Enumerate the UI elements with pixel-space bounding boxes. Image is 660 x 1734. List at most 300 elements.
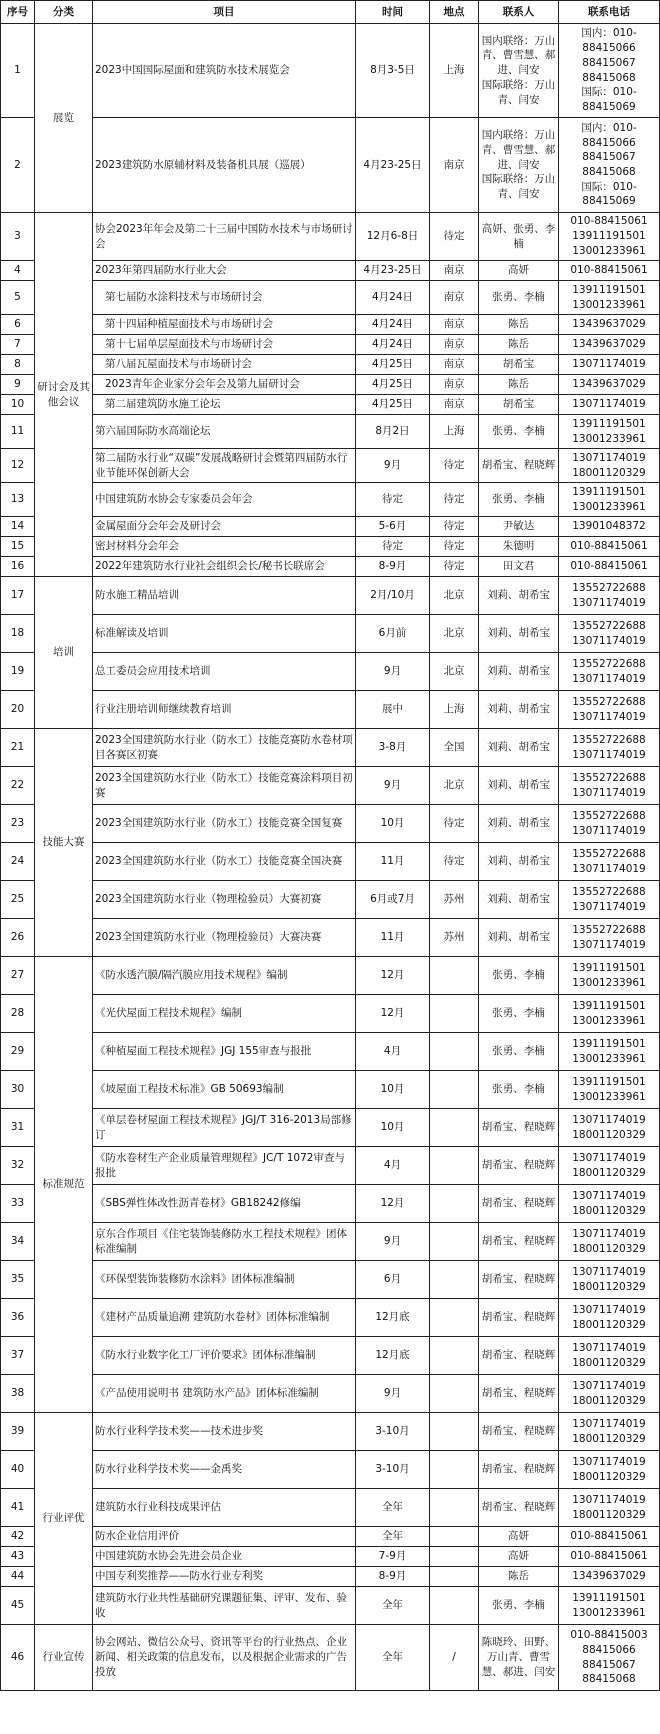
table-row bbox=[1, 1261, 660, 1299]
project-cell: 中国专利奖推荐——防水行业专利奖 bbox=[93, 1567, 356, 1587]
place-cell: 待定 bbox=[430, 805, 479, 843]
phone-cell: 13071174019 18001120329 bbox=[559, 1223, 660, 1261]
seq-cell: 41 bbox=[1, 1489, 35, 1527]
place-cell bbox=[430, 1527, 479, 1547]
project-cell: 2023中国国际屋面和建筑防水技术展览会 bbox=[93, 24, 356, 118]
phone-cell: 13911191501 13001233961 bbox=[559, 995, 660, 1033]
seq-cell: 18 bbox=[1, 615, 35, 653]
phone-cell: 13071174019 18001120329 bbox=[559, 1261, 660, 1299]
header-phone: 联系电话 bbox=[559, 1, 660, 24]
contact-cell: 张勇、李楠 bbox=[479, 1587, 559, 1625]
place-cell: 待定 bbox=[430, 213, 479, 261]
seq-cell: 35 bbox=[1, 1261, 35, 1299]
seq-cell: 11 bbox=[1, 415, 35, 449]
header-row bbox=[1, 1, 660, 24]
table-row bbox=[1, 1147, 660, 1185]
table-row bbox=[1, 1223, 660, 1261]
phone-cell: 13552722688 13071174019 bbox=[559, 767, 660, 805]
place-cell: 南京 bbox=[430, 375, 479, 395]
phone-cell: 13439637029 bbox=[559, 315, 660, 335]
project-cell: 2022年建筑防水行业社会组织会长/秘书长联席会 bbox=[93, 557, 356, 577]
phone-cell: 13911191501 13001233961 bbox=[559, 483, 660, 517]
seq-cell: 45 bbox=[1, 1587, 35, 1625]
time-cell: 6月 bbox=[356, 1261, 430, 1299]
header-contact: 联系人 bbox=[479, 1, 559, 24]
seq-cell: 34 bbox=[1, 1223, 35, 1261]
seq-cell: 36 bbox=[1, 1299, 35, 1337]
place-cell: 待定 bbox=[430, 517, 479, 537]
contact-cell: 高妍、张勇、李楠 bbox=[479, 213, 559, 261]
time-cell: 4月25日 bbox=[356, 375, 430, 395]
contact-cell: 刘莉、胡希宝 bbox=[479, 919, 559, 957]
phone-cell: 13552722688 13071174019 bbox=[559, 919, 660, 957]
place-cell: 北京 bbox=[430, 577, 479, 615]
contact-cell: 胡希宝、程晓辉 bbox=[479, 1147, 559, 1185]
table-row bbox=[1, 118, 660, 213]
table-row bbox=[1, 1413, 660, 1451]
time-cell: 9月 bbox=[356, 449, 430, 483]
seq-cell: 25 bbox=[1, 881, 35, 919]
seq-cell: 38 bbox=[1, 1375, 35, 1413]
seq-cell: 21 bbox=[1, 729, 35, 767]
time-cell: 展中 bbox=[356, 691, 430, 729]
project-cell: 建筑防水行业科技成果评估 bbox=[93, 1489, 356, 1527]
contact-cell: 胡希宝 bbox=[479, 355, 559, 375]
contact-cell: 胡希宝、程晓辉 bbox=[479, 1261, 559, 1299]
phone-cell: 13911191501 13001233961 bbox=[559, 281, 660, 315]
time-cell: 9月 bbox=[356, 653, 430, 691]
time-cell: 待定 bbox=[356, 537, 430, 557]
project-cell: 防水行业科学技术奖——金禹奖 bbox=[93, 1451, 356, 1489]
table-row bbox=[1, 691, 660, 729]
place-cell bbox=[430, 1071, 479, 1109]
phone-cell: 13901048372 bbox=[559, 517, 660, 537]
seq-cell: 12 bbox=[1, 449, 35, 483]
contact-cell: 胡希宝、程晓辉 bbox=[479, 1185, 559, 1223]
place-cell bbox=[430, 1337, 479, 1375]
table-row bbox=[1, 281, 660, 315]
phone-cell: 13911191501 13001233961 bbox=[559, 1071, 660, 1109]
contact-cell: 陈晓玲、田野、万山青、曹雪慧、郝进、闫安 bbox=[479, 1625, 559, 1691]
project-cell: 第十七届单层屋面技术与市场研讨会 bbox=[93, 335, 356, 355]
phone-cell: 13071174019 18001120329 bbox=[559, 1451, 660, 1489]
contact-cell: 胡希宝、程晓辉 bbox=[479, 1375, 559, 1413]
table-row bbox=[1, 1185, 660, 1223]
table-row bbox=[1, 1451, 660, 1489]
time-cell: 4月25日 bbox=[356, 395, 430, 415]
seq-cell: 20 bbox=[1, 691, 35, 729]
phone-cell: 010-88415003 88415066 88415067 88415068 bbox=[559, 1625, 660, 1691]
time-cell: 8月3-5日 bbox=[356, 24, 430, 118]
time-cell: 4月24日 bbox=[356, 315, 430, 335]
contact-cell: 张勇、李楠 bbox=[479, 957, 559, 995]
project-cell: 2023年第四届防水行业大会 bbox=[93, 261, 356, 281]
category-cell: 行业评优 bbox=[35, 1413, 93, 1625]
place-cell bbox=[430, 1109, 479, 1147]
contact-cell: 刘莉、胡希宝 bbox=[479, 691, 559, 729]
phone-cell: 13552722688 13071174019 bbox=[559, 577, 660, 615]
header-place: 地点 bbox=[430, 1, 479, 24]
phone-cell: 13911191501 13001233961 bbox=[559, 1033, 660, 1071]
project-cell: 行业注册培训师继续教育培训 bbox=[93, 691, 356, 729]
contact-cell: 朱德明 bbox=[479, 537, 559, 557]
table-row bbox=[1, 1337, 660, 1375]
table-row bbox=[1, 577, 660, 615]
table-row bbox=[1, 919, 660, 957]
seq-cell: 33 bbox=[1, 1185, 35, 1223]
contact-cell: 胡希宝 bbox=[479, 395, 559, 415]
project-cell: 密封材料分会年会 bbox=[93, 537, 356, 557]
category-cell: 培训 bbox=[35, 577, 93, 729]
phone-cell: 13439637029 bbox=[559, 375, 660, 395]
time-cell: 6月前 bbox=[356, 615, 430, 653]
project-cell: 防水企业信用评价 bbox=[93, 1527, 356, 1547]
project-cell: 《坡屋面工程技术标准》GB 50693编制 bbox=[93, 1071, 356, 1109]
time-cell: 6月或7月 bbox=[356, 881, 430, 919]
project-cell: 《防水透汽膜/隔汽膜应用技术规程》编制 bbox=[93, 957, 356, 995]
table-row bbox=[1, 995, 660, 1033]
table-row bbox=[1, 1567, 660, 1587]
place-cell bbox=[430, 995, 479, 1033]
time-cell: 12月 bbox=[356, 1185, 430, 1223]
project-cell: 协会网站、微信公众号、资讯等平台的行业热点、企业新闻、相关政策的信息发布，以及根据企业需求的广告投放 bbox=[93, 1625, 356, 1691]
phone-cell: 13071174019 18001120329 bbox=[559, 1147, 660, 1185]
seq-cell: 32 bbox=[1, 1147, 35, 1185]
place-cell bbox=[430, 957, 479, 995]
place-cell: 南京 bbox=[430, 281, 479, 315]
table-row bbox=[1, 1033, 660, 1071]
time-cell: 12月 bbox=[356, 957, 430, 995]
place-cell bbox=[430, 1413, 479, 1451]
place-cell: 南京 bbox=[430, 118, 479, 213]
place-cell bbox=[430, 1147, 479, 1185]
project-cell: 第十四届种植屋面技术与市场研讨会 bbox=[93, 315, 356, 335]
phone-cell: 13911191501 13001233961 bbox=[559, 957, 660, 995]
project-cell: 标准解读及培训 bbox=[93, 615, 356, 653]
table-row bbox=[1, 1587, 660, 1625]
table-row bbox=[1, 1625, 660, 1691]
project-cell: 总工委员会应用技术培训 bbox=[93, 653, 356, 691]
seq-cell: 23 bbox=[1, 805, 35, 843]
seq-cell: 42 bbox=[1, 1527, 35, 1547]
contact-cell: 张勇、李楠 bbox=[479, 1033, 559, 1071]
seq-cell: 26 bbox=[1, 919, 35, 957]
seq-cell: 16 bbox=[1, 557, 35, 577]
project-cell: 《产品使用说明书 建筑防水产品》团体标准编制 bbox=[93, 1375, 356, 1413]
seq-cell: 10 bbox=[1, 395, 35, 415]
contact-cell: 刘莉、胡希宝 bbox=[479, 577, 559, 615]
project-cell: 《SBS弹性体改性沥青卷材》GB18242修编 bbox=[93, 1185, 356, 1223]
place-cell: 南京 bbox=[430, 315, 479, 335]
place-cell: 待定 bbox=[430, 483, 479, 517]
phone-cell: 13552722688 13071174019 bbox=[559, 805, 660, 843]
place-cell: 待定 bbox=[430, 843, 479, 881]
seq-cell: 1 bbox=[1, 24, 35, 118]
place-cell bbox=[430, 1185, 479, 1223]
project-cell: 《防水卷材生产企业质量管理规程》JC/T 1072审查与报批 bbox=[93, 1147, 356, 1185]
project-cell: 中国建筑防水协会先进会员企业 bbox=[93, 1547, 356, 1567]
time-cell: 全年 bbox=[356, 1489, 430, 1527]
phone-cell: 13552722688 13071174019 bbox=[559, 881, 660, 919]
header-project: 项目 bbox=[93, 1, 356, 24]
place-cell bbox=[430, 1261, 479, 1299]
time-cell: 12月底 bbox=[356, 1337, 430, 1375]
table-row bbox=[1, 517, 660, 537]
table-row bbox=[1, 355, 660, 375]
seq-cell: 14 bbox=[1, 517, 35, 537]
seq-cell: 17 bbox=[1, 577, 35, 615]
place-cell: 全国 bbox=[430, 729, 479, 767]
project-cell: 《建材产品质量追溯 建筑防水卷材》团体标准编制 bbox=[93, 1299, 356, 1337]
phone-cell: 010-88415061 bbox=[559, 1527, 660, 1547]
seq-cell: 24 bbox=[1, 843, 35, 881]
place-cell bbox=[430, 1587, 479, 1625]
place-cell bbox=[430, 1223, 479, 1261]
contact-cell: 尹敏达 bbox=[479, 517, 559, 537]
contact-cell: 田文君 bbox=[479, 557, 559, 577]
table-row bbox=[1, 843, 660, 881]
time-cell: 全年 bbox=[356, 1625, 430, 1691]
place-cell: 待定 bbox=[430, 557, 479, 577]
phone-cell: 13071174019 bbox=[559, 355, 660, 375]
contact-cell: 胡希宝、程晓辉 bbox=[479, 1489, 559, 1527]
phone-cell: 国内：010-88415066 88415067 88415068 国际：010-88415069 bbox=[559, 118, 660, 213]
contact-cell: 刘莉、胡希宝 bbox=[479, 615, 559, 653]
header-seq: 序号 bbox=[1, 1, 35, 24]
table-row bbox=[1, 537, 660, 557]
phone-cell: 13071174019 18001120329 bbox=[559, 1375, 660, 1413]
time-cell: 4月23-25日 bbox=[356, 118, 430, 213]
time-cell: 4月 bbox=[356, 1033, 430, 1071]
table-row bbox=[1, 1375, 660, 1413]
category-cell: 行业宣传 bbox=[35, 1625, 93, 1691]
phone-cell: 010-88415061 bbox=[559, 261, 660, 281]
project-cell: 协会2023年年会及第二十三届中国防水技术与市场研讨会 bbox=[93, 213, 356, 261]
place-cell: 苏州 bbox=[430, 919, 479, 957]
time-cell: 4月23-25日 bbox=[356, 261, 430, 281]
place-cell: 上海 bbox=[430, 24, 479, 118]
project-cell: 2023青年企业家分会年会及第九届研讨会 bbox=[93, 375, 356, 395]
contact-cell: 胡希宝、程晓辉 bbox=[479, 1299, 559, 1337]
seq-cell: 3 bbox=[1, 213, 35, 261]
time-cell: 4月24日 bbox=[356, 281, 430, 315]
seq-cell: 4 bbox=[1, 261, 35, 281]
contact-cell: 国内联络：万山青、曹雪慧、郝进、闫安 国际联络：万山青、闫安 bbox=[479, 24, 559, 118]
place-cell bbox=[430, 1299, 479, 1337]
time-cell: 2月/10月 bbox=[356, 577, 430, 615]
contact-cell: 陈岳 bbox=[479, 335, 559, 355]
time-cell: 11月 bbox=[356, 843, 430, 881]
time-cell: 待定 bbox=[356, 483, 430, 517]
phone-cell: 13439637029 bbox=[559, 1567, 660, 1587]
contact-cell: 陈岳 bbox=[479, 375, 559, 395]
seq-cell: 2 bbox=[1, 118, 35, 213]
seq-cell: 39 bbox=[1, 1413, 35, 1451]
seq-cell: 29 bbox=[1, 1033, 35, 1071]
phone-cell: 13071174019 18001120329 bbox=[559, 1299, 660, 1337]
contact-cell: 高妍 bbox=[479, 1547, 559, 1567]
project-cell: 第八届瓦屋面技术与市场研讨会 bbox=[93, 355, 356, 375]
time-cell: 9月 bbox=[356, 767, 430, 805]
contact-cell: 胡希宝、程晓辉 bbox=[479, 1109, 559, 1147]
place-cell: 上海 bbox=[430, 691, 479, 729]
seq-cell: 9 bbox=[1, 375, 35, 395]
header-time: 时间 bbox=[356, 1, 430, 24]
place-cell bbox=[430, 1033, 479, 1071]
contact-cell: 胡希宝、程晓辉 bbox=[479, 1223, 559, 1261]
phone-cell: 010-88415061 13911191501 13001233961 bbox=[559, 213, 660, 261]
time-cell: 4月24日 bbox=[356, 335, 430, 355]
table-row bbox=[1, 1489, 660, 1527]
time-cell: 4月25日 bbox=[356, 355, 430, 375]
phone-cell: 010-88415061 bbox=[559, 537, 660, 557]
category-cell: 展览 bbox=[35, 24, 93, 213]
time-cell: 3-10月 bbox=[356, 1413, 430, 1451]
contact-cell: 国内联络：万山青、曹雪慧、郝进、闫安 国际联络：万山青、闫安 bbox=[479, 118, 559, 213]
contact-cell: 张勇、李楠 bbox=[479, 483, 559, 517]
project-cell: 金属屋面分会年会及研讨会 bbox=[93, 517, 356, 537]
seq-cell: 6 bbox=[1, 315, 35, 335]
contact-cell: 刘莉、胡希宝 bbox=[479, 653, 559, 691]
table-row bbox=[1, 729, 660, 767]
time-cell: 10月 bbox=[356, 805, 430, 843]
project-cell: 建筑防水行业共性基础研究课题征集、评审、发布、验收 bbox=[93, 1587, 356, 1625]
place-cell: 南京 bbox=[430, 395, 479, 415]
contact-cell: 高妍 bbox=[479, 1527, 559, 1547]
phone-cell: 13071174019 18001120329 bbox=[559, 1337, 660, 1375]
place-cell bbox=[430, 1567, 479, 1587]
time-cell: 12月6-8日 bbox=[356, 213, 430, 261]
seq-cell: 15 bbox=[1, 537, 35, 557]
project-cell: 京东合作项目《住宅装饰装修防水工程技术规程》团体标准编制 bbox=[93, 1223, 356, 1261]
time-cell: 10月 bbox=[356, 1109, 430, 1147]
table-row bbox=[1, 653, 660, 691]
seq-cell: 5 bbox=[1, 281, 35, 315]
contact-cell: 胡希宝、程晓辉 bbox=[479, 449, 559, 483]
time-cell: 12月 bbox=[356, 995, 430, 1033]
project-cell: 2023建筑防水原辅材料及装备机具展（巡展） bbox=[93, 118, 356, 213]
seq-cell: 8 bbox=[1, 355, 35, 375]
project-cell: 2023全国建筑防水行业（防水工）技能竞赛防水卷材项目各赛区初赛 bbox=[93, 729, 356, 767]
table-row bbox=[1, 261, 660, 281]
table-row bbox=[1, 449, 660, 483]
seq-cell: 13 bbox=[1, 483, 35, 517]
seq-cell: 30 bbox=[1, 1071, 35, 1109]
time-cell: 全年 bbox=[356, 1527, 430, 1547]
phone-cell: 13071174019 18001120329 bbox=[559, 1413, 660, 1451]
table-row bbox=[1, 805, 660, 843]
project-cell: 第二届防水行业“双碳”发展战略研讨会暨第四届防水行业节能环保创新大会 bbox=[93, 449, 356, 483]
header-category: 分类 bbox=[35, 1, 93, 24]
project-cell: 《光伏屋面工程技术规程》编制 bbox=[93, 995, 356, 1033]
phone-cell: 13552722688 13071174019 bbox=[559, 653, 660, 691]
place-cell bbox=[430, 1375, 479, 1413]
table-row bbox=[1, 375, 660, 395]
contact-cell: 张勇、李楠 bbox=[479, 995, 559, 1033]
project-cell: 2023全国建筑防水行业（防水工）技能竞赛全国复赛 bbox=[93, 805, 356, 843]
project-cell: 防水行业科学技术奖——技术进步奖 bbox=[93, 1413, 356, 1451]
contact-cell: 刘莉、胡希宝 bbox=[479, 805, 559, 843]
contact-cell: 刘莉、胡希宝 bbox=[479, 729, 559, 767]
time-cell: 12月底 bbox=[356, 1299, 430, 1337]
place-cell: 北京 bbox=[430, 653, 479, 691]
seq-cell: 37 bbox=[1, 1337, 35, 1375]
table-row bbox=[1, 415, 660, 449]
project-cell: 《种植屋面工程技术规程》JGJ 155审查与报批 bbox=[93, 1033, 356, 1071]
place-cell bbox=[430, 1451, 479, 1489]
place-cell bbox=[430, 1489, 479, 1527]
phone-cell: 010-88415061 bbox=[559, 1547, 660, 1567]
project-cell: 2023全国建筑防水行业（物理检验员）大赛决赛 bbox=[93, 919, 356, 957]
contact-cell: 张勇、李楠 bbox=[479, 415, 559, 449]
phone-cell: 13071174019 18001120329 bbox=[559, 1185, 660, 1223]
place-cell: 南京 bbox=[430, 261, 479, 281]
project-cell: 《防水行业数字化工厂评价要求》团体标准编制 bbox=[93, 1337, 356, 1375]
phone-cell: 13552722688 13071174019 bbox=[559, 843, 660, 881]
table-row bbox=[1, 881, 660, 919]
table-row bbox=[1, 1527, 660, 1547]
time-cell: 3-8月 bbox=[356, 729, 430, 767]
phone-cell: 13552722688 13071174019 bbox=[559, 691, 660, 729]
project-cell: 中国建筑防水协会专家委员会年会 bbox=[93, 483, 356, 517]
table-row bbox=[1, 1299, 660, 1337]
time-cell: 9月 bbox=[356, 1375, 430, 1413]
seq-cell: 46 bbox=[1, 1625, 35, 1691]
place-cell: 上海 bbox=[430, 415, 479, 449]
place-cell: 待定 bbox=[430, 449, 479, 483]
table-row bbox=[1, 483, 660, 517]
phone-cell: 13439637029 bbox=[559, 335, 660, 355]
contact-cell: 张勇、李楠 bbox=[479, 1071, 559, 1109]
contact-cell: 刘莉、胡希宝 bbox=[479, 881, 559, 919]
table-row bbox=[1, 957, 660, 995]
contact-cell: 高妍 bbox=[479, 261, 559, 281]
table-row bbox=[1, 315, 660, 335]
contact-cell: 陈岳 bbox=[479, 1567, 559, 1587]
contact-cell: 刘莉、胡希宝 bbox=[479, 843, 559, 881]
contact-cell: 张勇、李楠 bbox=[479, 281, 559, 315]
seq-cell: 22 bbox=[1, 767, 35, 805]
seq-cell: 28 bbox=[1, 995, 35, 1033]
time-cell: 4月 bbox=[356, 1147, 430, 1185]
table-row bbox=[1, 1109, 660, 1147]
place-cell: 南京 bbox=[430, 335, 479, 355]
table-row bbox=[1, 767, 660, 805]
project-cell: 第二届建筑防水施工论坛 bbox=[93, 395, 356, 415]
project-cell: 第七届防水涂料技术与市场研讨会 bbox=[93, 281, 356, 315]
table-row bbox=[1, 557, 660, 577]
time-cell: 9月 bbox=[356, 1223, 430, 1261]
seq-cell: 19 bbox=[1, 653, 35, 691]
seq-cell: 31 bbox=[1, 1109, 35, 1147]
phone-cell: 13071174019 18001120329 bbox=[559, 1489, 660, 1527]
project-cell: 2023全国建筑防水行业（防水工）技能竞赛全国决赛 bbox=[93, 843, 356, 881]
time-cell: 8-9月 bbox=[356, 1567, 430, 1587]
category-cell: 标准规范 bbox=[35, 957, 93, 1413]
seq-cell: 44 bbox=[1, 1567, 35, 1587]
contact-cell: 胡希宝、程晓辉 bbox=[479, 1413, 559, 1451]
table-row bbox=[1, 24, 660, 118]
place-cell: 北京 bbox=[430, 767, 479, 805]
table-row bbox=[1, 615, 660, 653]
phone-cell: 13552722688 13071174019 bbox=[559, 729, 660, 767]
place-cell: 南京 bbox=[430, 355, 479, 375]
phone-cell: 国内：010-88415066 88415067 88415068 国际：010-88415069 bbox=[559, 24, 660, 118]
table-row bbox=[1, 395, 660, 415]
project-cell: 2023全国建筑防水行业（防水工）技能竞赛涂料项目初赛 bbox=[93, 767, 356, 805]
project-cell: 第六届国际防水高端论坛 bbox=[93, 415, 356, 449]
place-cell: 北京 bbox=[430, 615, 479, 653]
